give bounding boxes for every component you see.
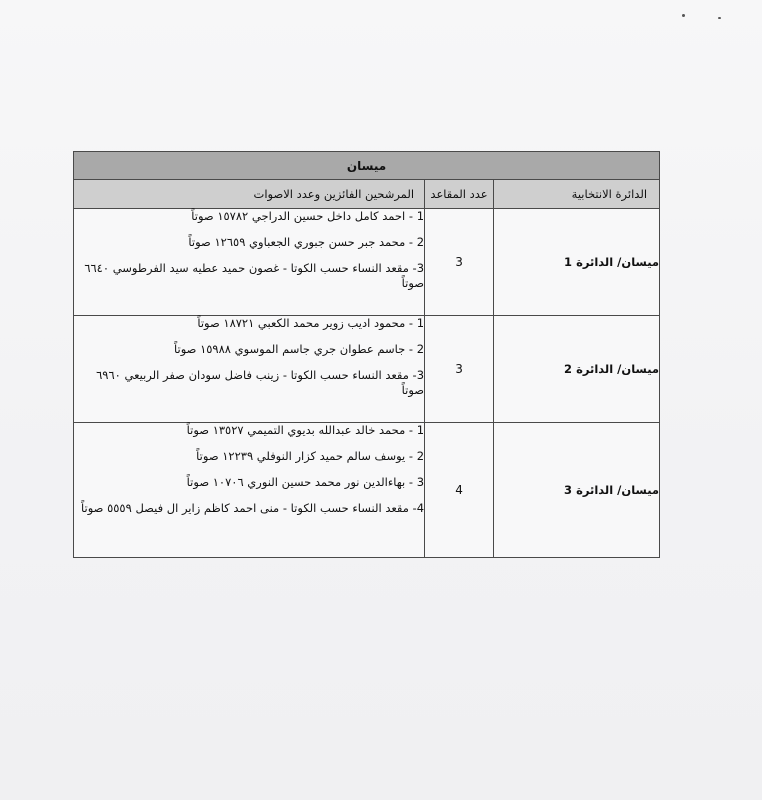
table-row bbox=[74, 209, 660, 316]
winner-entry: 3- مقعد النساء حسب الكوتا - زينب فاضل سودان صفر الربيعي ٦٩٦٠ صوتاً bbox=[96, 368, 425, 397]
winner-entry: 2 - يوسف سالم حميد كزار النوفلي ١٢٢٣٩ صوتاً bbox=[196, 449, 425, 463]
election-results-table bbox=[73, 151, 660, 558]
winner-entry: 3- مقعد النساء حسب الكوتا - غصون حميد عطيه سيد الفرطوسي ٦٦٤٠ صوتاً bbox=[84, 261, 425, 290]
winners-cell bbox=[74, 209, 425, 316]
winner-entry: 2 - محمد جبر حسن جبوري الجعباوي ١٢٦٥٩ صوتاً bbox=[188, 235, 425, 249]
winner-entry: 1 - محمد خالد عبدالله بديوي التميمي ١٣٥٢٧ صوتاً bbox=[186, 423, 425, 437]
table-header-row bbox=[74, 180, 660, 209]
table-row bbox=[74, 316, 660, 423]
seats-cell: 4 bbox=[425, 423, 494, 558]
winner-entry: 1 - محمود اديب زوير محمد الكعبي ١٨٧٢١ صوتاً bbox=[197, 316, 425, 330]
seats-cell: 3 bbox=[425, 209, 494, 316]
header-winners: المرشحين الفائزين وعدد الاصوات bbox=[74, 180, 425, 209]
scan-speck bbox=[718, 17, 721, 19]
table-title-row bbox=[74, 152, 660, 180]
table-title: ميسان bbox=[74, 152, 660, 180]
winner-entry: 3 - بهاءالدين نور محمد حسين النوري ١٠٧٠٦ صوتاً bbox=[186, 475, 425, 489]
winner-entry: 4- مقعد النساء حسب الكوتا - منى احمد كاظم زاير ال فيصل ٥٥٥٩ صوتاً bbox=[81, 501, 425, 515]
scan-speck bbox=[682, 14, 685, 17]
table-row bbox=[74, 423, 660, 558]
winners-cell bbox=[74, 316, 425, 423]
header-district: الدائرة الانتخابية bbox=[494, 180, 660, 209]
header-seats: عدد المقاعد bbox=[425, 180, 494, 209]
district-cell: ميسان/ الدائرة 1 bbox=[494, 209, 660, 316]
winner-entry: 2 - جاسم عطوان جري جاسم الموسوي ١٥٩٨٨ صوتاً bbox=[173, 342, 425, 356]
winner-entry: 1 - احمد كامل داخل حسين الدراجي ١٥٧٨٢ صوتاً bbox=[191, 209, 425, 223]
winners-cell bbox=[74, 423, 425, 558]
district-cell: ميسان/ الدائرة 3 bbox=[494, 423, 660, 558]
district-cell: ميسان/ الدائرة 2 bbox=[494, 316, 660, 423]
seats-cell: 3 bbox=[425, 316, 494, 423]
